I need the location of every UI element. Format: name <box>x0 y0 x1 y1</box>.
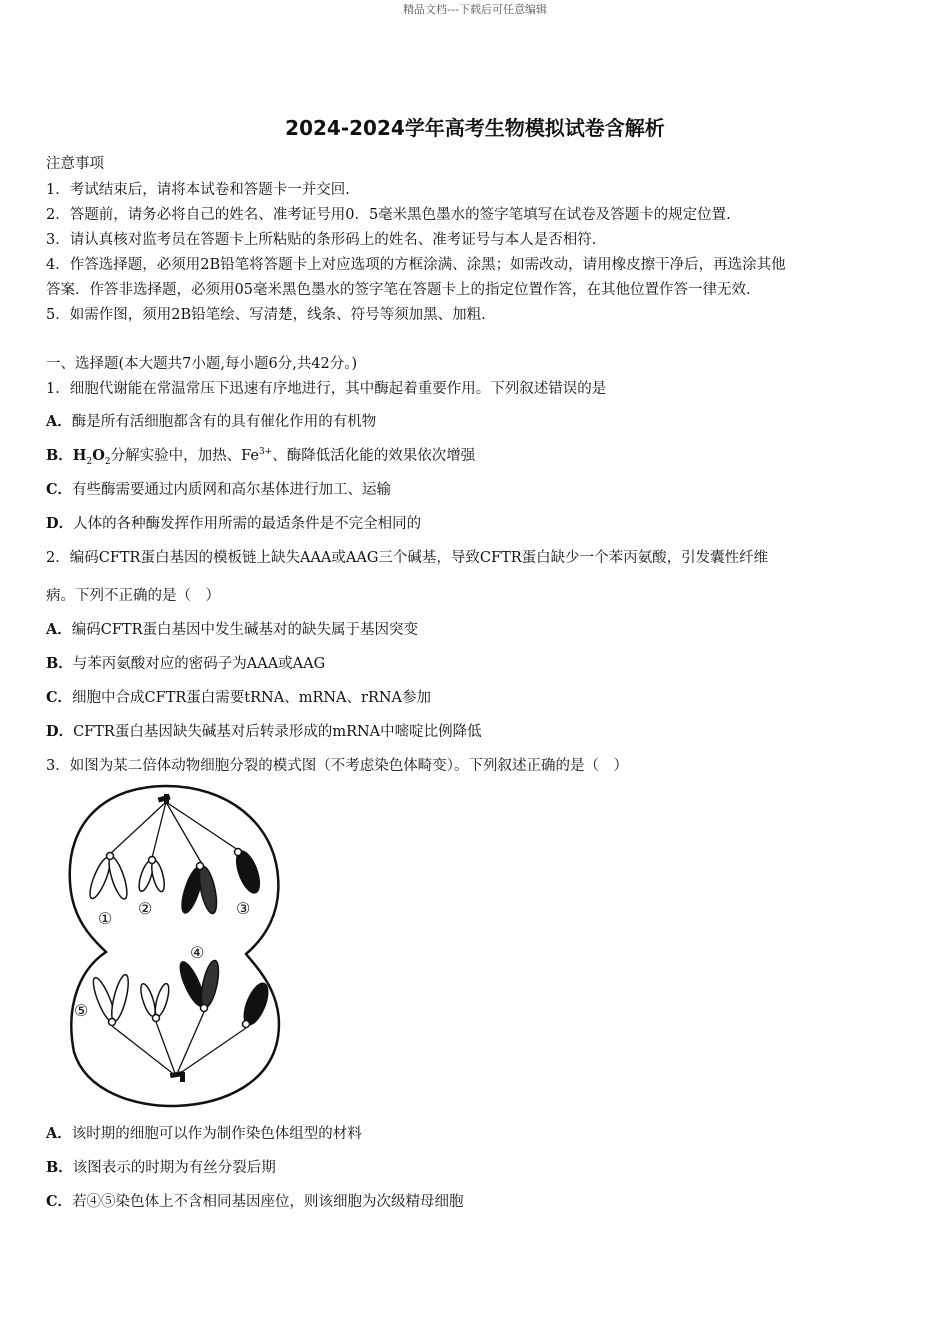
charge-sup: 3+ <box>258 447 273 458</box>
chromosome-3-black <box>178 863 220 915</box>
formula-h: H <box>72 447 87 464</box>
label-2: ② <box>138 899 153 918</box>
q1-option-a <box>46 410 376 431</box>
question-1-stem: 1．细胞代谢能在常温常压下迅速有序地进行，其中酶起着重要作用。下列叙述错误的是 <box>46 381 607 397</box>
chromosome-7-black <box>176 959 222 1011</box>
label-5: ⑤ <box>74 1001 89 1020</box>
option-text: CFTR蛋白基因缺失碱基对后转录形成的mRNA中嘧啶比例降低 <box>73 724 482 740</box>
option-text: 该时期的细胞可以作为制作染色体组型的材料 <box>71 1126 362 1142</box>
formula-sub: 2 <box>86 456 93 467</box>
option-text: 人体的各种酶发挥作用所需的最适条件是不完全相同的 <box>73 516 422 532</box>
option-letter: A． <box>46 413 72 430</box>
option-letter: B． <box>46 1159 73 1176</box>
option-letter: B． <box>46 447 73 464</box>
q2-option-c <box>46 686 431 707</box>
option-letter: D． <box>46 515 74 532</box>
chromosome-2 <box>136 857 166 893</box>
notice-item: 1．考试结束后，请将本试卷和答题卡一并交回. <box>46 182 350 198</box>
option-text: 该图表示的时期为有丝分裂后期 <box>72 1160 276 1176</box>
option-letter: C． <box>46 1193 73 1210</box>
option-text: 若④⑤染色体上不含相同基因座位，则该细胞为次级精母细胞 <box>72 1194 464 1210</box>
option-text: 分解实验中，加热、Fe <box>110 448 259 464</box>
formula-o: O <box>92 447 105 464</box>
question-2-stem-cont: 病。下列不正确的是（ ） <box>46 588 220 604</box>
option-text: 酶是所有活细胞都含有的具有催化作用的有机物 <box>71 414 377 430</box>
notice-item: 答案．作答非选择题，必须用05毫米黑色墨水的签字笔在答题卡上的指定位置作答，在其他位置作答一律无效. <box>46 282 751 298</box>
centriole-top <box>158 794 171 804</box>
q2-option-a <box>46 618 418 639</box>
section-heading: 一、选择题(本大题共7小题,每小题6分,共42分。) <box>46 356 358 372</box>
label-3: ③ <box>236 899 251 918</box>
option-letter: C． <box>46 689 73 706</box>
cell-division-figure <box>66 782 286 1110</box>
q3-option-b <box>46 1156 276 1177</box>
notice-item: 5．如需作图，须用2B铅笔绘、写清楚，线条、符号等须加黑、加粗. <box>46 307 486 323</box>
question-3-stem: 3．如图为某二倍体动物细胞分裂的模式图（不考虑染色体畸变）。下列叙述正确的是（ ） <box>46 758 628 774</box>
option-text: 、酶降低活化能的效果依次增强 <box>272 448 476 464</box>
question-2-stem: 2．编码CFTR蛋白基因的模板链上缺失AAA或AAG三个碱基，导致CFTR蛋白缺少一个苯丙氨酸，引发囊性纤维 <box>46 550 769 566</box>
q1-option-b <box>46 444 475 467</box>
notice-item: 4．作答选择题，必须用2B铅笔将答题卡上对应选项的方框涂满、涂黑；如需改动，请用橡皮擦干净后，再选涂其他 <box>46 257 786 273</box>
label-4: ④ <box>190 943 205 962</box>
page-title: 2024-2024学年高考生物模拟试卷含解析 <box>285 116 665 140</box>
option-letter: A． <box>46 1125 72 1142</box>
option-text: 细胞中合成CFTR蛋白需要tRNA、mRNA、rRNA参加 <box>72 690 432 706</box>
q2-option-b <box>46 652 325 673</box>
option-letter: D． <box>46 723 74 740</box>
option-text: 与苯丙氨酸对应的密码子为AAA或AAG <box>72 656 326 672</box>
cell-outline <box>70 786 279 1106</box>
option-letter: A． <box>46 621 72 638</box>
spindle-fibers-bottom <box>112 1012 246 1076</box>
option-letter: B． <box>46 655 73 672</box>
option-text: 有些酶需要通过内质网和高尔基体进行加工、运输 <box>72 482 392 498</box>
chromosome-8-black <box>239 980 272 1028</box>
q3-option-c <box>46 1190 464 1211</box>
chromosome-1 <box>86 853 130 901</box>
chromosome-6 <box>138 982 172 1021</box>
chromosome-5 <box>89 973 131 1025</box>
q1-option-d <box>46 512 421 533</box>
label-1: ① <box>98 909 113 928</box>
notice-heading: 注意事项 <box>46 156 104 172</box>
q2-option-d <box>46 720 482 741</box>
q1-option-c <box>46 478 391 499</box>
spindle-fibers-top <box>110 802 238 864</box>
q3-option-a <box>46 1122 362 1143</box>
formula-sub: 2 <box>104 456 111 467</box>
notice-item: 2．答题前，请务必将自己的姓名、准考证号用0．5毫米黑色墨水的签字笔填写在试卷及答题卡的规定位置. <box>46 207 731 223</box>
notice-item: 3．请认真核对监考员在答题卡上所粘贴的条形码上的姓名、准考证号与本人是否相符. <box>46 232 597 248</box>
option-letter: C． <box>46 481 73 498</box>
option-text: 编码CFTR蛋白基因中发生碱基对的缺失属于基因突变 <box>71 622 419 638</box>
page-header: 精品文档---下载后可任意编辑 <box>403 3 547 16</box>
chromosome-4-black <box>232 848 264 896</box>
